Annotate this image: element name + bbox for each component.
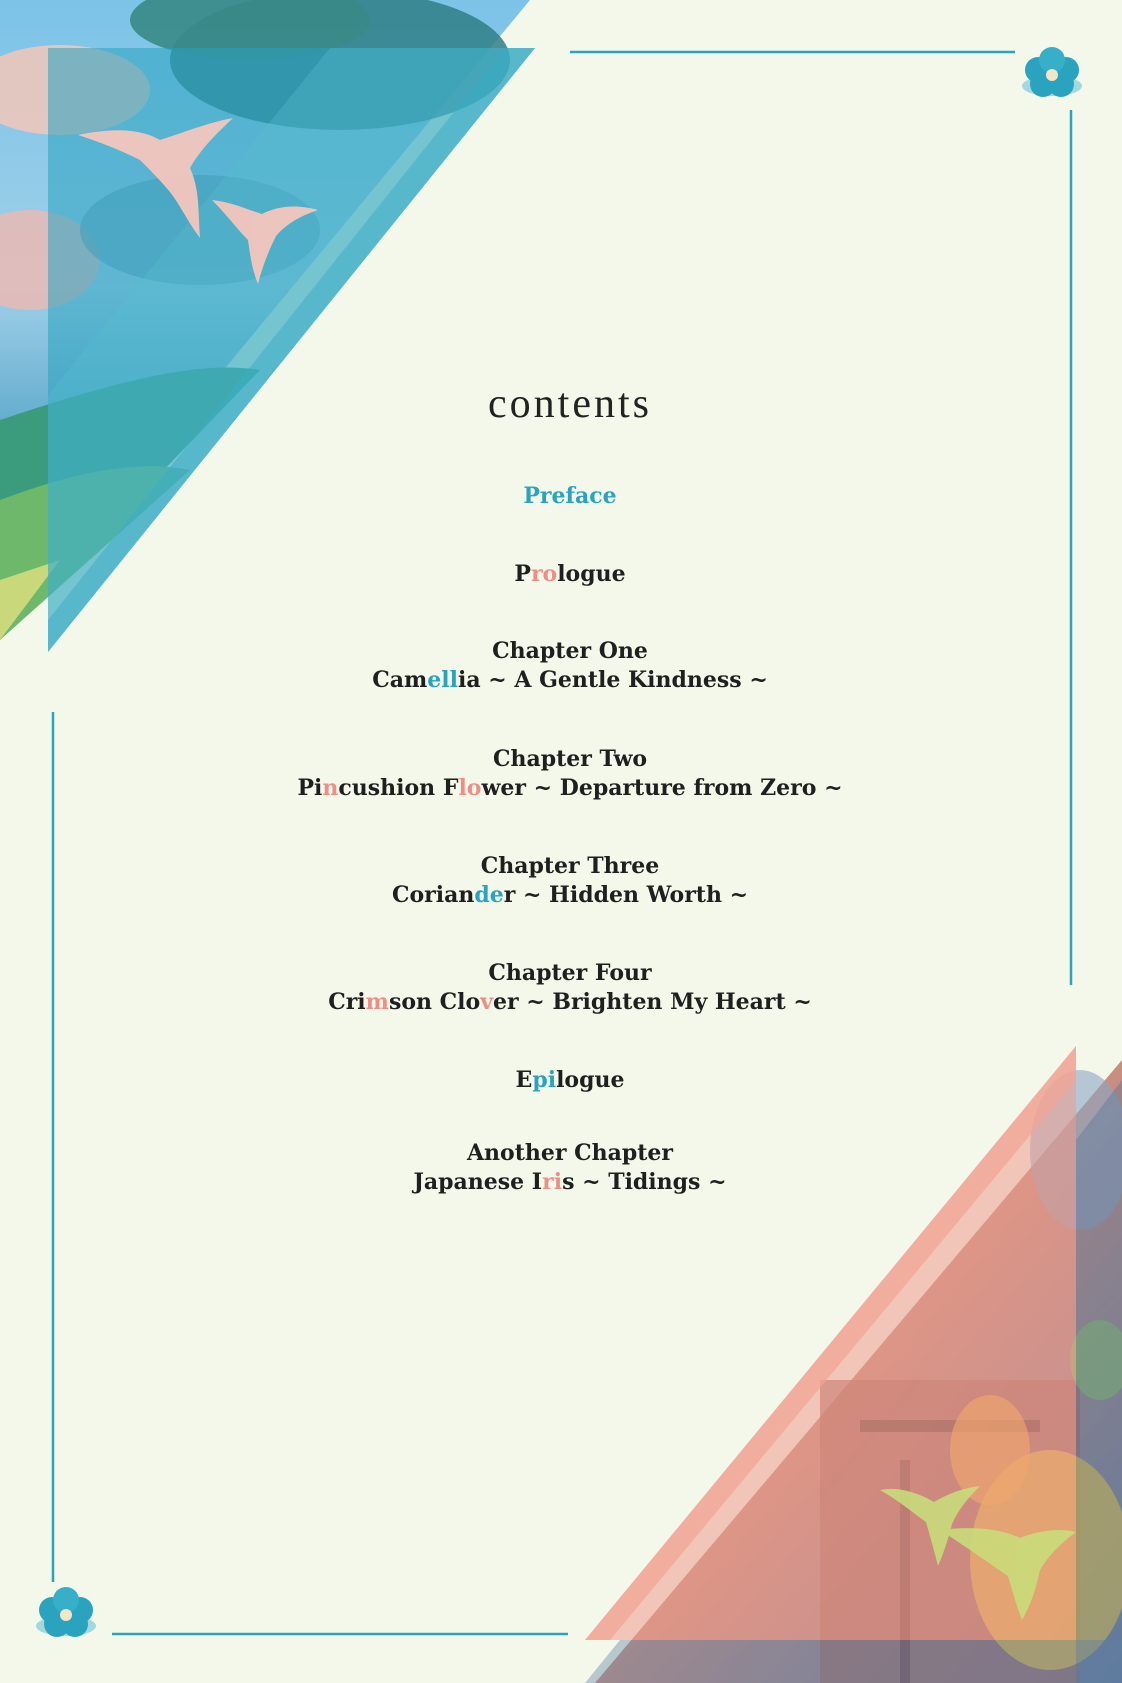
text-segment: ia ~ A Gentle Kindness ~ <box>458 667 768 693</box>
text-segment: P <box>514 561 531 587</box>
toc-chapter-subtitle <box>0 666 1122 695</box>
toc-chapter-subtitle <box>0 988 1122 1017</box>
text-segment: wer ~ Departure from Zero ~ <box>481 775 843 801</box>
text-segment: Cri <box>328 989 366 1015</box>
toc-chapter-subtitle <box>0 774 1122 803</box>
toc-entry-chapter-one <box>0 637 1122 695</box>
page-title: contents <box>488 381 652 427</box>
toc-entry-another-chapter <box>0 1139 1122 1197</box>
highlighted-text: ri <box>542 1169 563 1195</box>
toc-entry-chapter-two <box>0 745 1122 803</box>
text-segment: Chapter Two <box>492 746 648 772</box>
text-segment: Chapter Three <box>480 853 660 879</box>
text-segment: Another Chapter <box>466 1140 674 1166</box>
text-segment: Corian <box>391 882 475 908</box>
text-segment: r ~ Hidden Worth ~ <box>503 882 749 908</box>
toc-entry-title <box>0 482 1122 511</box>
toc-entry-title <box>0 1066 1122 1095</box>
highlighted-text: lo <box>458 775 482 801</box>
text-segment: son Clo <box>388 989 481 1015</box>
toc-chapter-number <box>0 852 1122 881</box>
toc-entry-chapter-three <box>0 852 1122 910</box>
highlighted-text: ell <box>427 667 458 693</box>
toc-entry-epilogue <box>0 1066 1122 1095</box>
highlighted-text: v <box>480 989 494 1015</box>
text-segment: E <box>515 1067 533 1093</box>
highlighted-text: de <box>474 882 504 908</box>
text-segment: logue <box>556 1067 625 1093</box>
text-segment: Pi <box>297 775 323 801</box>
text-segment: Japanese I <box>413 1169 543 1195</box>
highlighted-text: n <box>322 775 339 801</box>
highlighted-text: Preface <box>523 483 617 509</box>
toc-chapter-number <box>0 637 1122 666</box>
toc-chapter-subtitle <box>0 881 1122 910</box>
text-segment: Chapter One <box>492 638 648 664</box>
toc-chapter-number <box>0 959 1122 988</box>
highlighted-text: m <box>365 989 389 1015</box>
text-segment: Cam <box>372 667 428 693</box>
toc-chapter-number <box>0 1139 1122 1168</box>
text-segment: s ~ Tidings ~ <box>562 1169 727 1195</box>
toc-entry-title <box>0 560 1122 589</box>
toc-entry-preface <box>0 482 1122 511</box>
text-segment: er ~ Brighten My Heart ~ <box>493 989 812 1015</box>
toc-entry-chapter-four <box>0 959 1122 1017</box>
text-segment: cushion F <box>338 775 459 801</box>
toc-entry-prologue <box>0 560 1122 589</box>
text-segment: logue <box>557 561 626 587</box>
highlighted-text: ro <box>530 561 558 587</box>
highlighted-text: pi <box>532 1067 557 1093</box>
text-segment: Chapter Four <box>488 960 652 986</box>
toc-chapter-subtitle <box>0 1168 1122 1197</box>
toc-chapter-number <box>0 745 1122 774</box>
